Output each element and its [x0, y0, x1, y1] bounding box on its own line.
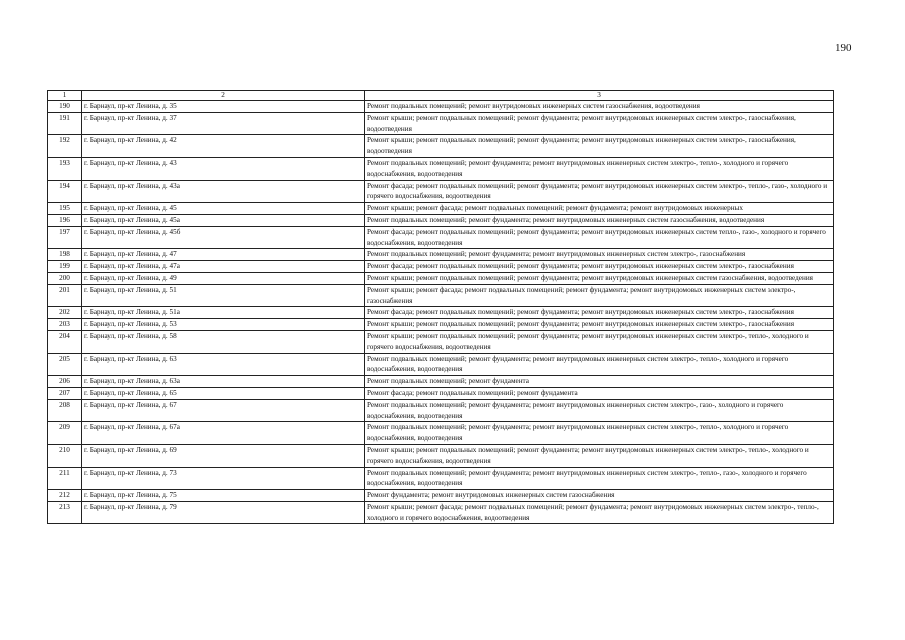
table-row — [48, 214, 834, 226]
row-number-cell: 197 — [48, 226, 82, 249]
row-number-cell: 212 — [48, 490, 82, 502]
row-number-cell: 202 — [48, 307, 82, 319]
row-number-cell: 211 — [48, 467, 82, 490]
table-row — [48, 490, 834, 502]
address-cell: г. Барнаул, пр-кт Ленина, д. 79 — [82, 501, 365, 524]
works-cell: Ремонт подвальных помещений; ремонт фундамента; ремонт внутридомовых инженерных систем электро-, тепло-, холодного и горячего водоснабжения, водоотведения — [365, 422, 834, 445]
row-number-cell: 201 — [48, 284, 82, 307]
address-cell: г. Барнаул, пр-кт Ленина, д. 42 — [82, 135, 365, 158]
works-cell: Ремонт подвальных помещений; ремонт фундамента; ремонт внутридомовых инженерных систем электро-, тепло-, холодного и горячего водоснабжения, водоотведения — [365, 353, 834, 376]
table-row — [48, 284, 834, 307]
row-number-cell: 195 — [48, 203, 82, 215]
table-row — [48, 399, 834, 422]
address-cell: г. Барнаул, пр-кт Ленина, д. 67а — [82, 422, 365, 445]
works-cell: Ремонт крыши; ремонт подвальных помещений; ремонт фундамента; ремонт внутридомовых инженерных систем газоснабжения, водоотведения — [365, 272, 834, 284]
table-row — [48, 249, 834, 261]
table-row — [48, 307, 834, 319]
row-number-cell: 205 — [48, 353, 82, 376]
table-row — [48, 501, 834, 524]
address-cell: г. Барнаул, пр-кт Ленина, д. 67 — [82, 399, 365, 422]
row-number-cell: 210 — [48, 444, 82, 467]
row-number-cell: 198 — [48, 249, 82, 261]
table-row — [48, 376, 834, 388]
works-cell: Ремонт крыши; ремонт подвальных помещений; ремонт фундамента; ремонт внутридомовых инженерных систем электро-, тепло-, холодного и горячего водоснабжения, водоотведения — [365, 444, 834, 467]
row-number-cell: 204 — [48, 330, 82, 353]
table-row — [48, 203, 834, 215]
works-cell: Ремонт крыши; ремонт фасада; ремонт подвальных помещений; ремонт фундамента; ремонт внутридомовых инженерных — [365, 203, 834, 215]
works-cell: Ремонт фасада; ремонт подвальных помещений; ремонт фундамента — [365, 387, 834, 399]
works-cell: Ремонт подвальных помещений; ремонт фундамента; ремонт внутридомовых инженерных систем электро-, газо-, холодного и горячего водоснабжения, водоотведения — [365, 399, 834, 422]
address-cell: г. Барнаул, пр-кт Ленина, д. 69 — [82, 444, 365, 467]
table-row — [48, 319, 834, 331]
row-number-cell: 203 — [48, 319, 82, 331]
table-row — [48, 387, 834, 399]
works-cell: Ремонт подвальных помещений; ремонт фундамента; ремонт внутридомовых инженерных систем газоснабжения, водоотведения — [365, 214, 834, 226]
address-cell: г. Барнаул, пр-кт Ленина, д. 43а — [82, 180, 365, 203]
works-cell: Ремонт крыши; ремонт фасада; ремонт подвальных помещений; ремонт фундамента; ремонт внутридомовых инженерных систем электро-, тепло-, холодного и горячего водоснабжения, водоотведения — [365, 501, 834, 524]
row-number-cell: 199 — [48, 261, 82, 273]
table-body — [48, 91, 834, 524]
works-cell: Ремонт подвальных помещений; ремонт внутридомовых инженерных систем газоснабжения, водоотведения — [365, 101, 834, 113]
header-col-3: 3 — [365, 91, 834, 101]
works-cell: Ремонт фасада; ремонт подвальных помещений; ремонт фундамента; ремонт внутридомовых инженерных систем тепло-, газо-, холодного и горячего водоснабжения, водоотведения — [365, 226, 834, 249]
row-number-cell: 200 — [48, 272, 82, 284]
works-cell: Ремонт фасада; ремонт подвальных помещений; ремонт фундамента; ремонт внутридомовых инженерных систем электро-, тепло-, газо-, холодного и горячего водоснабжения, водоотведения — [365, 180, 834, 203]
address-cell: г. Барнаул, пр-кт Ленина, д. 45б — [82, 226, 365, 249]
address-cell: г. Барнаул, пр-кт Ленина, д. 75 — [82, 490, 365, 502]
works-cell: Ремонт подвальных помещений; ремонт фундамента; ремонт внутридомовых инженерных систем электро-, тепло-, газо-, холодного и горячего водоснабжения, водоотведения — [365, 467, 834, 490]
address-cell: г. Барнаул, пр-кт Ленина, д. 51а — [82, 307, 365, 319]
address-cell: г. Барнаул, пр-кт Ленина, д. 58 — [82, 330, 365, 353]
table-row — [48, 422, 834, 445]
table-row — [48, 135, 834, 158]
address-cell: г. Барнаул, пр-кт Ленина, д. 47 — [82, 249, 365, 261]
row-number-cell: 208 — [48, 399, 82, 422]
row-number-cell: 196 — [48, 214, 82, 226]
address-cell: г. Барнаул, пр-кт Ленина, д. 43 — [82, 157, 365, 180]
address-cell: г. Барнаул, пр-кт Ленина, д. 45а — [82, 214, 365, 226]
works-cell: Ремонт фундамента; ремонт внутридомовых инженерных систем газоснабжения — [365, 490, 834, 502]
address-cell: г. Барнаул, пр-кт Ленина, д. 37 — [82, 112, 365, 135]
table-row — [48, 180, 834, 203]
row-number-cell: 192 — [48, 135, 82, 158]
works-cell: Ремонт подвальных помещений; ремонт фундамента; ремонт внутридомовых инженерных систем электро-, тепло-, холодного и горячего водоснабжения, водоотведения — [365, 157, 834, 180]
row-number-cell: 209 — [48, 422, 82, 445]
table-row — [48, 226, 834, 249]
row-number-cell: 194 — [48, 180, 82, 203]
table-row — [48, 261, 834, 273]
works-cell: Ремонт фасада; ремонт подвальных помещений; ремонт фундамента; ремонт внутридомовых инженерных систем электро-, газоснабжения — [365, 261, 834, 273]
row-number-cell: 213 — [48, 501, 82, 524]
row-number-cell: 191 — [48, 112, 82, 135]
row-number-cell: 190 — [48, 101, 82, 113]
header-col-1: 1 — [48, 91, 82, 101]
works-cell: Ремонт крыши; ремонт подвальных помещений; ремонт фундамента; ремонт внутридомовых инженерных систем электро-, газоснабжения — [365, 319, 834, 331]
address-cell: г. Барнаул, пр-кт Ленина, д. 35 — [82, 101, 365, 113]
address-cell: г. Барнаул, пр-кт Ленина, д. 51 — [82, 284, 365, 307]
header-col-2: 2 — [82, 91, 365, 101]
row-number-cell: 207 — [48, 387, 82, 399]
address-cell: г. Барнаул, пр-кт Ленина, д. 73 — [82, 467, 365, 490]
works-cell: Ремонт крыши; ремонт подвальных помещений; ремонт фундамента; ремонт внутридомовых инженерных систем электро-, тепло-, холодного и горячего водоснабжения, водоотведения — [365, 330, 834, 353]
works-cell: Ремонт подвальных помещений; ремонт фундамента; ремонт внутридомовых инженерных систем электро-, газоснабжения — [365, 249, 834, 261]
works-cell: Ремонт подвальных помещений; ремонт фундамента — [365, 376, 834, 388]
address-cell: г. Барнаул, пр-кт Ленина, д. 49 — [82, 272, 365, 284]
address-cell: г. Барнаул, пр-кт Ленина, д. 63а — [82, 376, 365, 388]
address-cell: г. Барнаул, пр-кт Ленина, д. 45 — [82, 203, 365, 215]
works-cell: Ремонт крыши; ремонт подвальных помещений; ремонт фундамента; ремонт внутридомовых инженерных систем электро-, газоснабжения, водоотведения — [365, 135, 834, 158]
address-cell: г. Барнаул, пр-кт Ленина, д. 53 — [82, 319, 365, 331]
works-cell: Ремонт крыши; ремонт подвальных помещений; ремонт фундамента; ремонт внутридомовых инженерных систем электро-, газоснабжения, водоотведения — [365, 112, 834, 135]
table-row — [48, 467, 834, 490]
header-row — [48, 91, 834, 101]
table-row — [48, 444, 834, 467]
works-cell: Ремонт фасада; ремонт подвальных помещений; ремонт фундамента; ремонт внутридомовых инженерных систем электро-, газоснабжения — [365, 307, 834, 319]
table-row — [48, 157, 834, 180]
table-row — [48, 101, 834, 113]
table-row — [48, 330, 834, 353]
address-cell: г. Барнаул, пр-кт Ленина, д. 63 — [82, 353, 365, 376]
table-row — [48, 112, 834, 135]
row-number-cell: 193 — [48, 157, 82, 180]
address-cell: г. Барнаул, пр-кт Ленина, д. 65 — [82, 387, 365, 399]
address-works-table — [47, 90, 834, 524]
table-row — [48, 353, 834, 376]
table-row — [48, 272, 834, 284]
page-number: 190 — [835, 42, 852, 54]
works-cell: Ремонт крыши; ремонт фасада; ремонт подвальных помещений; ремонт фундамента; ремонт внутридомовых инженерных систем электро-, газоснабжения — [365, 284, 834, 307]
address-cell: г. Барнаул, пр-кт Ленина, д. 47а — [82, 261, 365, 273]
row-number-cell: 206 — [48, 376, 82, 388]
